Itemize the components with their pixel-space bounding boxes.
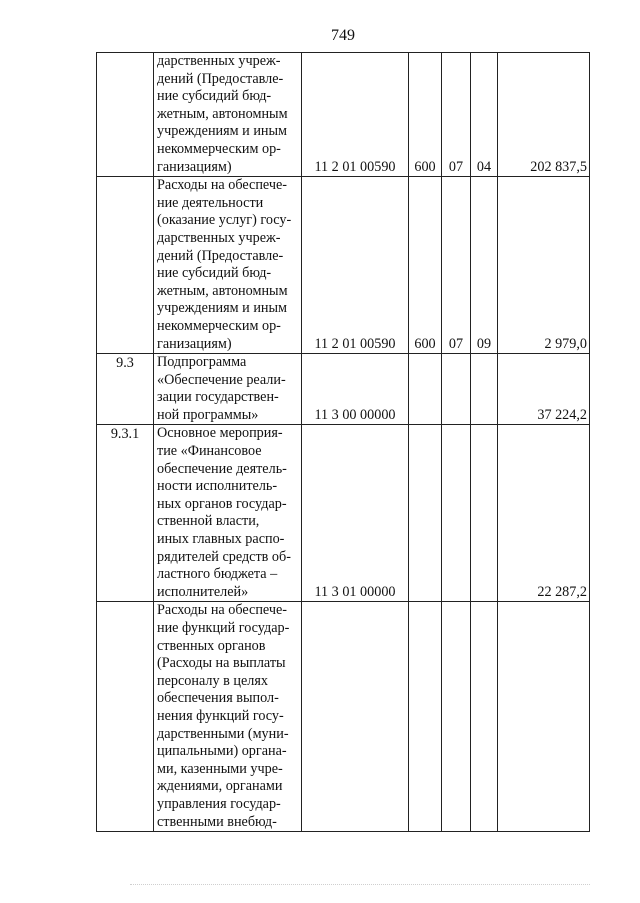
target-article-code: 11 3 00 00000 — [302, 354, 409, 425]
expense-type-code: 600 — [409, 53, 442, 177]
target-article-code: 11 2 01 00590 — [302, 177, 409, 354]
row-number — [97, 602, 154, 832]
table-row — [97, 425, 590, 602]
amount: 2 979,0 — [498, 177, 590, 354]
section-code: 07 — [442, 53, 471, 177]
row-number: 9.3.1 — [97, 425, 154, 602]
section-code — [442, 425, 471, 602]
row-number: 9.3 — [97, 354, 154, 425]
expense-type-code — [409, 354, 442, 425]
target-article-code: 11 2 01 00590 — [302, 53, 409, 177]
page-number: 749 — [331, 27, 355, 44]
subsection-code: 04 — [471, 53, 498, 177]
scan-artifact-line — [130, 884, 590, 886]
row-number — [97, 177, 154, 354]
budget-table — [96, 52, 590, 832]
row-name: Расходы на обеспече- ние деятельности (оказание услуг) госу- дарственных учреж- дений (Предоставле- ние субсидий бюд- жетным, автономным учреждениям и иным некоммерческим ор- ганизациям) — [154, 177, 302, 354]
expense-type-code — [409, 602, 442, 832]
row-name: дарственных учреж- дений (Предоставле- ние субсидий бюд- жетным, автономным учреждениям и иным некоммерческим ор- ганизациям) — [154, 53, 302, 177]
amount: 37 224,2 — [498, 354, 590, 425]
subsection-code: 09 — [471, 177, 498, 354]
amount: 22 287,2 — [498, 425, 590, 602]
subsection-code — [471, 354, 498, 425]
table-row — [97, 53, 590, 177]
section-code — [442, 602, 471, 832]
row-name: Расходы на обеспече- ние функций государ- ственных органов (Расходы на выплаты персоналу в целях обеспечения выпол- нения функций госу- дарственными (муни- ципальными) органа- ми, казенными учре- ждениями, органами управления государ- ственными внебюд- — [154, 602, 302, 832]
subsection-code — [471, 602, 498, 832]
table-row — [97, 177, 590, 354]
table-row — [97, 602, 590, 832]
row-name: Основное мероприя- тие «Финансовое обеспечение деятель- ности исполнитель- ных органов государ- ственной власти, иных главных распо- рядителей средств об- ластного бюджета – исполнителей» — [154, 425, 302, 602]
section-code — [442, 354, 471, 425]
target-article-code: 11 3 01 00000 — [302, 425, 409, 602]
subsection-code — [471, 425, 498, 602]
section-code: 07 — [442, 177, 471, 354]
expense-type-code — [409, 425, 442, 602]
row-number — [97, 53, 154, 177]
amount — [498, 602, 590, 832]
table-row — [97, 354, 590, 425]
expense-type-code: 600 — [409, 177, 442, 354]
amount: 202 837,5 — [498, 53, 590, 177]
target-article-code — [302, 602, 409, 832]
row-name: Подпрограмма «Обеспечение реали- зации государствен- ной программы» — [154, 354, 302, 425]
